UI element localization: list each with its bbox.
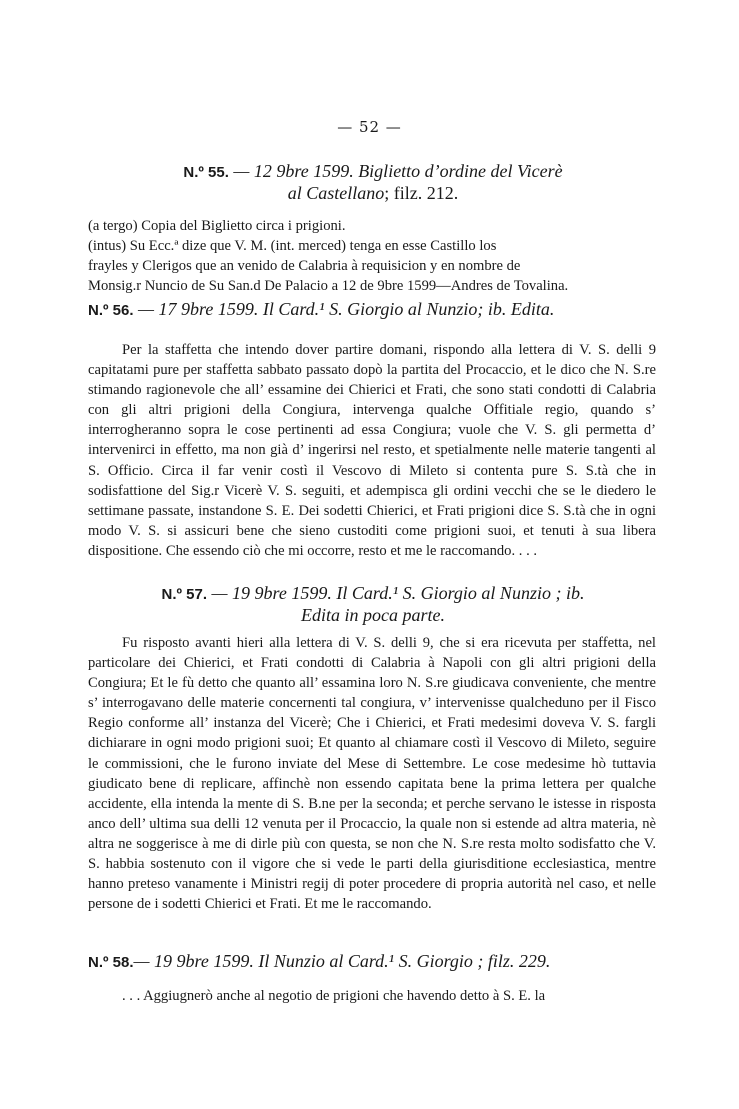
entry-58-heading bbox=[88, 950, 658, 974]
entry-55-line: Monsig.r Nuncio de Su San.d De Palacio a 12 de 9bre 1599—Andres de Tovalina. bbox=[88, 278, 569, 295]
entry-55-heading bbox=[88, 160, 658, 184]
entry-57-heading-2 bbox=[88, 604, 658, 626]
entry-57-number: N.º 57. bbox=[161, 586, 208, 603]
entry-58-paragraph: . . . Aggiugnerò anche al negotio de prigioni che havendo detto à S. E. la bbox=[122, 988, 546, 1004]
entry-55-heading-2 bbox=[88, 182, 658, 204]
entry-56-number: N.º 56. bbox=[88, 302, 134, 319]
entry-56-heading bbox=[88, 298, 658, 322]
entry-55-recipient: al Castellano bbox=[287, 183, 385, 203]
entry-56-heading-text: — 17 9bre 1599. Il Card.¹ S. Giorgio al Nunzio; ib. Edita. bbox=[133, 299, 555, 319]
entry-56-paragraph: Per la staffetta che intendo dover partire domani, rispondo alla lettera di V. S. delli 9 capitatami pure per staffetta sabbato passato dopò la partita del Procaccio, et le dico che N. S.re stimando ragionevole che all’ essamine dei Chierici et Frati, che sono stati condotti di Calabria con gli altri prigioni della Congiura, intervenga qualche Offitiale regio, quando s’ interrogheranno sopra le cose pertinenti ad essa Congiura; vuole che V. S. gli permetta d’ intervenirci in effetto, ma non già d’ ingerirsi nel resto, et spetialmente nelle materie tangenti al S. Officio. Circa il far venir costì il Vescovo di Mileto si contenta pure S. S.tà che in sodisfattione del Sig.r Vicerè V. S. seguiti, et adempisca gli ordini vecchi che se le diedero le settimane passate, instandone S. E. Dei sodetti Chierici, et Frati prigioni dice S. S.tà che in ogni modo V. S. si assicuri bene che sieno custoditi come prigioni suoi, et tenuti à sua libera dispositione. Che essendo ciò che mi occorre, resto et me le raccomando. . . . bbox=[88, 342, 656, 559]
entry-57-body bbox=[88, 633, 656, 914]
entry-57-heading bbox=[88, 582, 658, 606]
entry-55-text bbox=[88, 216, 656, 296]
entry-58-number: N.º 58. bbox=[88, 954, 134, 971]
entry-57-paragraph: Fu risposto avanti hieri alla lettera di V. S. delli 9, che si era ricevuta per staffetta, nel particolare dei Chierici, et Frati condotti di Calabria à Napoli con gli altri prigioni della Congiura; Et le fù detto che quanto all’ essamina loro N. S.re giudicava conveniente, che mentre s’ interrogavano delle materie concernenti tal congiura, v’ intervenisse qualcheduno per il Fisco Regio conforme all’ instanza del Vicerè; Che i Chierici, et Frati medesimi doveva V. S. fargli dichiarare in ogni modo prigioni suoi; Et quanto al chiamare costì il Vescovo di Mileto, seguire le commissioni, che le furono inviate del Mese di Settembre. Le cose medesime hò tuttavia giudicato bene di replicare, affinchè non essendo capitata bene la prima lettera per qualche accidente, ella intenda la mente di S. B.ne per la seconda; et perche servano le istesse in risposta anco dell’ ultima sua delli 12 venuta per il Procaccio, la quale non si estende ad altra materia, nè altra ne soggerisce à me di dirle più con questa, se non che N. S.re resta molto sodisfatto che V. S. habbia sostenuto con il vigore che si vede le parti della giurisditione ecclesiastica, mentre hanno preteso vanamente i Ministri regij di poter procedere di propria autorità nel caso, et nelle persone de i sodetti Chierici et Frati. Et me le raccomando. bbox=[88, 635, 656, 913]
entry-55-line: (intus) Su Ecc.ª dize que V. M. (int. merced) tenga en esse Castillo los bbox=[88, 238, 497, 255]
entry-56-body bbox=[88, 340, 656, 561]
entry-57-heading-line1: — 19 9bre 1599. Il Card.¹ S. Giorgio al Nunzio ; ib. bbox=[207, 583, 585, 603]
entry-55-source: ; filz. 212. bbox=[384, 183, 459, 203]
page-number: — 52 — bbox=[337, 118, 402, 136]
entry-55-line: (a tergo) Copia del Biglietto circa i prigioni. bbox=[88, 218, 346, 234]
entry-55-line: frayles y Clerigos que an venido de Calabria à requisicion y en nombre de bbox=[88, 258, 521, 275]
entry-57-heading-line2: Edita in poca parte. bbox=[301, 605, 445, 625]
entry-58-heading-text: — 19 9bre 1599. Il Nunzio al Card.¹ S. Giorgio ; filz. 229. bbox=[133, 951, 551, 971]
entry-55-number: N.º 55. bbox=[183, 164, 229, 181]
entry-55-heading-line1: — 12 9bre 1599. Biglietto d’ordine del Vicerè bbox=[228, 161, 563, 181]
entry-58-body bbox=[88, 986, 656, 1006]
